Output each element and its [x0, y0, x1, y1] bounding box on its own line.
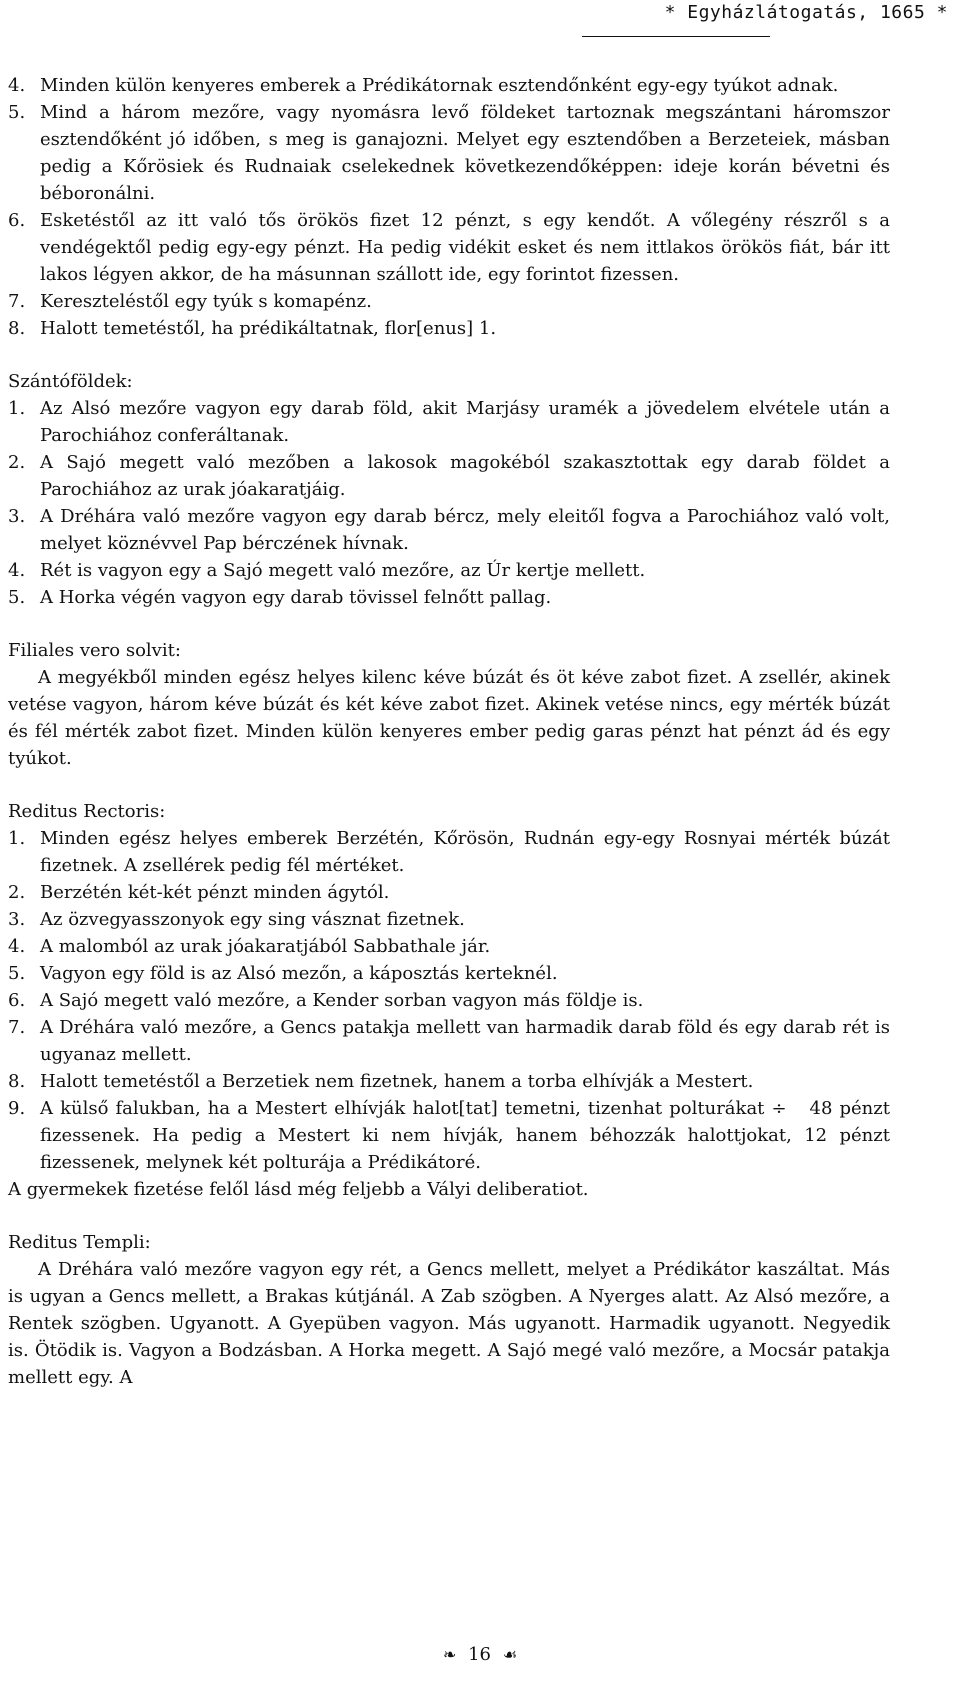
item-number: 4. [8, 560, 26, 581]
list-item [8, 315, 890, 342]
right-ornament: ☙ [502, 1645, 518, 1664]
item-number: 9. [8, 1098, 26, 1119]
section-heading-reditus-rectoris: Reditus Rectoris: [8, 801, 166, 822]
item-number: 5. [8, 102, 26, 123]
running-title: * Egyházlátogatás, 1665 * [664, 2, 948, 23]
list-item [8, 1095, 890, 1176]
item-number: 5. [8, 963, 26, 984]
item-number: 6. [8, 990, 26, 1011]
item-number: 2. [8, 452, 26, 473]
item-text: Vagyon egy föld is az Alsó mezőn, a káposztás kerteknél. [40, 963, 558, 984]
item-number: 1. [8, 828, 26, 849]
list-item [8, 503, 890, 557]
item-number: 2. [8, 882, 26, 903]
szantofoldek-list [8, 395, 890, 611]
left-ornament: ❧ [442, 1645, 457, 1664]
item-text: A Dréhára való mezőre vagyon egy darab bércz, mely eleitől fogva a Parochiához való volt, melyet köznévvel Pap bérczének hívnak. [40, 506, 890, 554]
item-9-first-line: A külső falukban, ha a Mestert elhívják halot[tat] temetni, tizenhat polturákat [40, 1098, 765, 1119]
list-item [8, 987, 890, 1014]
item-text: A Dréhára való mezőre, a Gencs patakja mellett van harmadik darab föld és egy darab rét is ugyanaz mellett. [40, 1017, 890, 1065]
item-text: Az Alsó mezőre vagyon egy darab föld, akit Marjásy uramék a jövedelem elvétele után a Parochiához conferáltanak. [40, 398, 890, 446]
filiales-paragraph: A megyékből minden egész helyes kilenc kéve búzát és öt kéve zabot fizet. A zsellér, akinek vetése vagyon, három kéve búzát és két kéve zabot fizet. Akinek vetése nincs, egy mérték búzát és fél mérték zabot fizet. Minden külön kenyeres ember pedig garas pénzt hat pénzt ád és egy tyúkot. [8, 667, 890, 769]
item-text [40, 1095, 890, 1176]
list-item [8, 557, 890, 584]
item-text: Halott temetéstől a Berzetiek nem fizetnek, hanem a torba elhívják a Mestert. [40, 1071, 754, 1092]
item-text: Esketéstől az itt való tős örökös fizet 12 pénzt, s egy kendőt. A vőlegény részről s a vendégektől pedig egy-egy pénzt. Ha pedig vidékit esket és nem ittlakos örökös fiát, bár itt lakos légyen akkor, de ha másunnan szállott ide, egy forintot fizessen. [40, 210, 890, 285]
item-text: Rét is vagyon egy a Sajó megett való mezőre, az Úr kertje mellett. [40, 560, 646, 581]
item-text: Berzétén két-két pénzt minden ágytól. [40, 882, 390, 903]
list-item [8, 1014, 890, 1068]
item-text: A Sajó megett való mezőben a lakosok magokéból szakasztottak egy darab földet a Parochiához az urak jóakaratjáig. [40, 452, 890, 500]
item-number: 8. [8, 318, 26, 339]
item-text: Az özvegyasszonyok egy sing vásznat fizetnek. [40, 909, 465, 930]
item-text: Halott temetéstől, ha prédikáltatnak, flor[enus] 1. [40, 318, 497, 339]
list-item [8, 879, 890, 906]
list-item [8, 449, 890, 503]
list-item [8, 288, 890, 315]
list-item [8, 207, 890, 288]
item-number: 6. [8, 210, 26, 231]
list-item [8, 99, 890, 207]
item-text: Kereszteléstől egy tyúk s komapénz. [40, 291, 372, 312]
item-number: 1. [8, 398, 26, 419]
item-text: Mind a három mezőre, vagy nyomásra levő földeket tartoznak megszántani háromszor esztendőként jó időben, s meg is ganajozni. Melyet egy esztendőben a Berzeteiek, másban pedig a Kőrösiek és Rudnaiak cselekednek következendőképpen: ideje korán bévetni és béboronálni. [40, 102, 890, 204]
reditus-templi-paragraph: A Dréhára való mezőre vagyon egy rét, a Gencs mellett, melyet a Prédikátor kaszáltat. Más is ugyan a Gencs mellett, a Brakas kútjánál. A Zab szögben. A Nyerges alatt. Az Alsó mezőre, a Rentek szögben. Ugyanott. A Gyepüben vagyon. Más ugyanott. Harmadik ugyanott. Negyedik is. Ötödik is. Vagyon a Bodzásban. A Horka megett. A Sajó megé való mezőre, a Mocsár patakja mellett egy. A [8, 1259, 890, 1388]
page-number: 16 [468, 1644, 491, 1665]
item-number: 7. [8, 1017, 26, 1038]
reditus-rectoris-list [8, 825, 890, 1176]
body-text [8, 72, 890, 1391]
list-item [8, 1068, 890, 1095]
item-text: Minden külön kenyeres emberek a Prédikátornak esztendőnként egy-egy tyúkot adnak. [40, 75, 839, 96]
item-number: 4. [8, 936, 26, 957]
item-9-continuation: 48 pénzt fizessenek. Ha pedig a Mestert ki nem hívják, hanem béhozzák halottjokat, 12 pénzt fizessenek, melynek két polturája a Prédikátoré. [40, 1098, 890, 1173]
item-text: A malomból az urak jóakaratjából Sabbathale jár. [40, 936, 491, 957]
header-underline [582, 36, 770, 37]
item-text: A Sajó megett való mezőre, a Kender sorban vagyon más földje is. [40, 990, 644, 1011]
item-number: 3. [8, 506, 26, 527]
children-fee-note: A gyermekek fizetése felől lásd még feljebb a Vályi deliberatiot. [8, 1179, 589, 1200]
list-item [8, 72, 890, 99]
list-item [8, 960, 890, 987]
page-footer [0, 1644, 960, 1665]
section-heading-reditus-templi: Reditus Templi: [8, 1232, 151, 1253]
list-item [8, 395, 890, 449]
item-text: A Horka végén vagyon egy darab tövissel felnőtt pallag. [40, 587, 552, 608]
item-number: 4. [8, 75, 26, 96]
list-item [8, 933, 890, 960]
item-number: 5. [8, 587, 26, 608]
income-list [8, 72, 890, 342]
list-item [8, 906, 890, 933]
list-item [8, 825, 890, 879]
list-item [8, 584, 890, 611]
section-heading-szantofoldek: Szántóföldek: [8, 371, 133, 392]
division-sign: ÷ [771, 1098, 787, 1119]
item-number: 7. [8, 291, 26, 312]
item-number: 8. [8, 1071, 26, 1092]
section-heading-filiales: Filiales vero solvit: [8, 640, 181, 661]
item-text: Minden egész helyes emberek Berzétén, Kőrösön, Rudnán egy-egy Rosnyai mérték búzát fizetnek. A zsellérek pedig fél mértéket. [40, 828, 890, 876]
item-number: 3. [8, 909, 26, 930]
